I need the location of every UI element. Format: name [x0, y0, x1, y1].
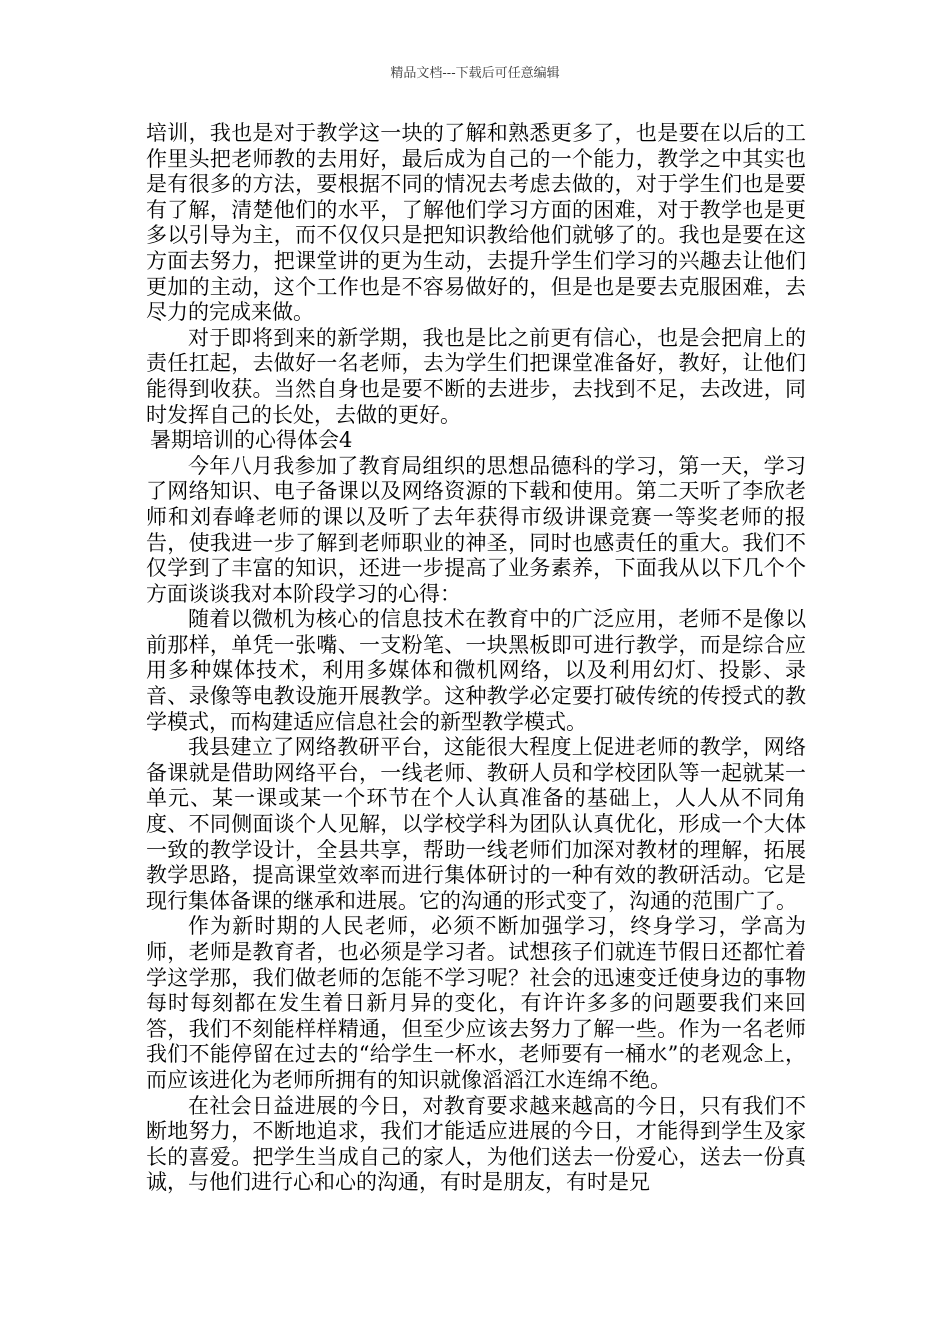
paragraph: 随着以微机为核心的信息技术在教育中的广泛应用，老师不是像以前那样，单凭一张嘴、一支粉笔、一块黑板即可进行教学，而是综合应用多种媒体技术，利用多媒体和微机网络，以及利用幻灯、投影、录音、录像等电教设施开展教学。这种教学必定要打破传统的传授式的教学模式，而构建适应信息社会的新型教学模式。 — [146, 607, 806, 734]
paragraph-continuation: 培训，我也是对于教学这一块的了解和熟悉更多了，也是要在以后的工作里头把老师教的去用好，最后成为自己的一个能力，教学之中其实也是有很多的方法，要根据不同的情况去考虑去做的，对于学生们也是要有了解，清楚他们的水平，了解他们学习方面的困难，对于教学也是更多以引导为主，而不仅仅只是把知识教给他们就够了的。我也是要在这方面去努力，把课堂讲的更为生动，去提升学生们学习的兴趣去让他们更加的主动，这个工作也是不容易做好的，但是也是要去克服困难，去尽力的完成来做。 — [146, 121, 806, 325]
page-header: 精品文档---下载后可任意编辑 — [390, 66, 560, 81]
paragraph: 对于即将到来的新学期，我也是比之前更有信心，也是会把肩上的责任扛起，去做好一名老师，去为学生们把课堂准备好，教好，让他们能得到收获。当然自身也是要不断的去进步，去找到不足，去改进，同时发挥自己的长处，去做的更好。 — [146, 325, 806, 427]
paragraph: 我县建立了网络教研平台，这能很大程度上促进老师的教学，网络备课就是借助网络平台，一线老师、教研人员和学校团队等一起就某一单元、某一课或某一个环节在个人认真准备的基础上，人人从不同角度、不同侧面谈个人见解，以学校学科为团队认真优化，形成一个大体一致的教学设计，全县共享，帮助一线老师们加深对教材的理解，拓展教学思路，提高课堂效率而进行集体研讨的一种有效的教研活动。它是现行集体备课的继承和进展。它的沟通的形式变了，沟通的范围广了。 — [146, 735, 806, 913]
paragraph: 作为新时期的人民老师，必须不断加强学习，终身学习，学高为师，老师是教育者，也必须是学习者。试想孩子们就连节假日还都忙着学这学那，我们做老师的怎能不学习呢？社会的迅速变迁使身边的事物每时每刻都在发生着日新月异的变化，有许许多多的问题要我们来回答，我们不刻能样样精通，但至少应该去努力了解一些。作为一名老师我们不能停留在过去的“给学生一杯水，老师要有一桶水”的老观念上，而应该进化为老师所拥有的知识就像滔滔江水连绵不绝。 — [146, 914, 806, 1092]
paragraph: 在社会日益进展的今日，对教育要求越来越高的今日，只有我们不断地努力，不断地追求，我们才能适应进展的今日，才能得到学生及家长的喜爱。把学生当成自己的家人，为他们送去一份爱心，送去一份真诚，与他们进行心和心的沟通，有时是朋友，有时是兄 — [146, 1093, 806, 1195]
document-body — [146, 121, 806, 1196]
paragraph: 今年八月我参加了教育局组织的思想品德科的学习，第一天，学习了网络知识、电子备课以及网络资源的下载和使用。第二天听了李欣老师和刘春峰老师的课以及听了去年获得市级讲课竞赛一等奖老师的报告，使我进一步了解到老师职业的神圣，同时也感责任的重大。我们不仅学到了丰富的知识，还进一步提高了业务素养，下面我从以下几个个方面谈谈我对本阶段学习的心得： — [146, 453, 806, 606]
section-heading: 暑期培训的心得体会4 — [150, 428, 353, 453]
